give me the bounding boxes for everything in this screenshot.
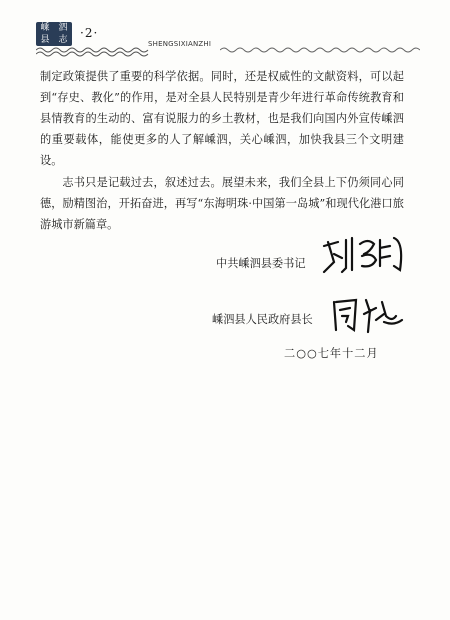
county-head-title: 嵊泗县人民政府县长 [212, 313, 313, 326]
logo-char: 志 [58, 35, 68, 45]
running-title: SHENGSIXIANZHI [148, 40, 212, 48]
logo-char: 县 [40, 35, 50, 45]
logo-char: 泗 [58, 23, 68, 33]
paragraph: 志书只是记载过去，叙述过去。展望未来，我们全县上下仍须同心同德，励精图治，开拓奋进，再写“东海明珠·中国第一岛城”和现代化港口旅游城市新篇章。 [40, 176, 404, 231]
county-annals-logo [36, 22, 72, 46]
county-head-signature [330, 292, 406, 336]
secretary-signature [318, 232, 408, 276]
secretary-title: 中共嵊泗县委书记 [216, 257, 306, 270]
header-wave-rule-left [36, 46, 150, 58]
paragraph: 制定政策提供了重要的科学依据。同时，还是权威性的文献资料，可以起到“存史、教化”的作用，是对全县人民特别是青少年进行革命传统教育和县情教育的生动的、富有说服力的乡土教材，也是我们向国内外宣传嵊泗的重要载体，能使更多的人了解嵊泗，关心嵊泗，加快我县三个文明建设。 [40, 70, 404, 167]
logo-char: 嵊 [40, 23, 50, 33]
page-number: ·2· [80, 26, 99, 40]
date: 二○○七年十二月 [284, 347, 379, 360]
header-wave-rule-right [220, 44, 420, 56]
body-text [40, 66, 404, 235]
